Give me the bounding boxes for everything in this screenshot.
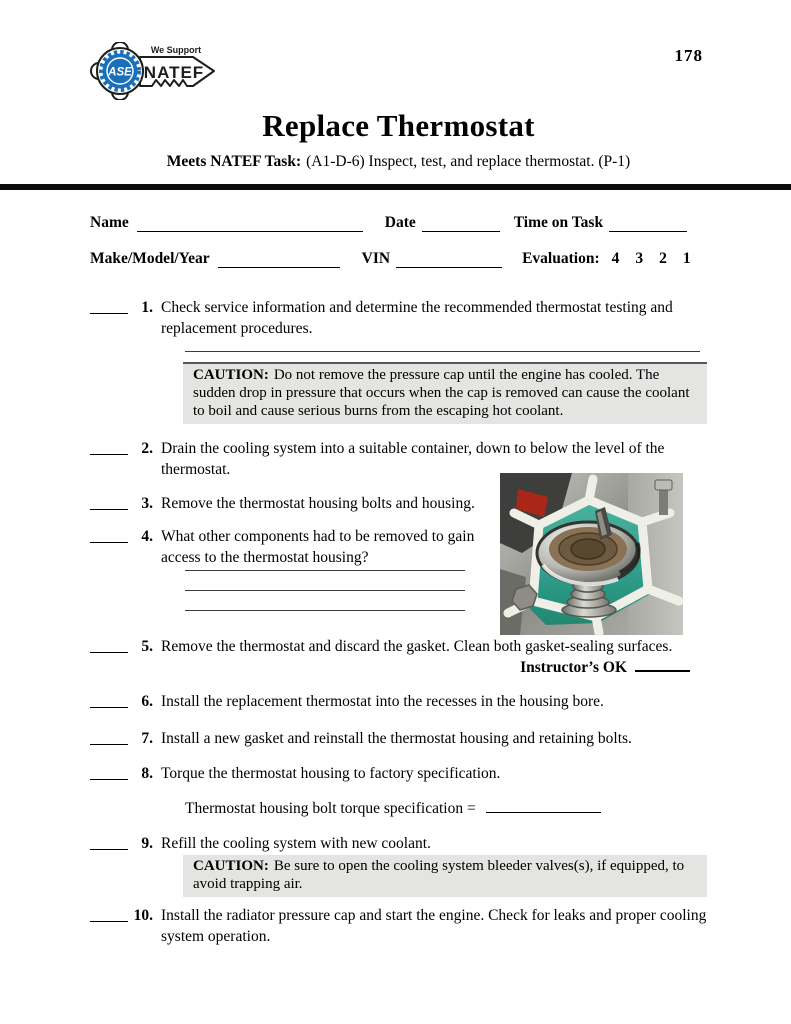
vin-blank-line [396,253,502,268]
page-title: Replace Thermostat [262,108,535,143]
step-4-check-blank [90,526,128,543]
logo-tagline: We Support [150,45,202,55]
step-6-number: 6. [141,693,153,710]
step-6 [90,691,707,712]
make-model-year-blank-line [218,253,340,268]
evaluation-score-3: 3 [635,250,644,267]
divider-rule [0,184,791,190]
ase-gear-label: ASE [108,66,132,79]
step-10-number: 10. [133,907,153,924]
step-9 [90,833,707,854]
step-4-answer-line-3 [185,591,465,611]
step-3-text: Remove the thermostat housing bolts and housing. [161,495,475,512]
step-1 [90,297,707,339]
step-7 [90,728,707,749]
step-4-text: What other components had to be removed to gain access to the thermostat housing? [161,528,475,566]
evaluation-score-2: 2 [659,250,667,267]
form-row-vehicle [90,250,707,268]
step-4-number: 4. [141,528,153,545]
instructor-ok-label: Instructor’s OK [520,659,627,676]
step-3-number: 3. [141,495,153,512]
step-5-check-blank [90,636,128,653]
caution-label: CAUTION: [193,367,269,383]
evaluation-score-4: 4 [611,250,620,267]
task-label: Meets NATEF Task: [166,153,302,170]
step-1-answer-line [185,343,700,352]
step-9-text: Refill the cooling system with new coolant. [161,835,431,852]
vin-label: VIN [361,250,391,267]
step-10-text: Install the radiator pressure cap and start the engine. Check for leaks and proper cooling system operation. [161,907,707,945]
step-8-check-blank [90,763,128,780]
torque-spec-row [185,798,707,819]
evaluation-score-1: 1 [682,250,691,267]
step-2-number: 2. [141,440,153,457]
torque-spec-blank-line [486,798,601,813]
caution-text: Do not remove the pressure cap until the engine has cooled. The sudden drop in pressure that occurs when the cap is removed can cause the coolant to boil and cause serious burns from the escaping hot coolant. [193,367,690,419]
make-model-year-label: Make/Model/Year [90,250,210,267]
instructor-ok-blank-line [635,657,690,672]
torque-spec-label: Thermostat housing bolt torque specification = [185,800,476,817]
step-4-answer-line-2 [185,571,465,591]
step-7-check-blank [90,728,128,745]
caution-label: CAUTION: [193,858,269,874]
step-1-text: Check service information and determine the recommended thermostat testing and replacement procedures. [161,299,673,337]
step-2-text: Drain the cooling system into a suitable container, down to below the level of the thermostat. [161,440,665,478]
step-1-number: 1. [141,299,153,316]
logo-name: NATEF [143,63,205,82]
caution-box-bleeder-valves [183,855,707,897]
step-6-check-blank [90,691,128,708]
step-5-number: 5. [141,638,153,655]
step-6-text: Install the replacement thermostat into the recesses in the housing bore. [161,693,604,710]
task-text: (A1-D-6) Inspect, test, and replace thermostat. (P-1) [306,153,631,170]
caution-text: Be sure to open the cooling system bleeder valves(s), if equipped, to avoid trapping air. [193,858,685,892]
step-1-check-blank [90,297,128,314]
time-on-task-blank-line [609,217,687,232]
step-5 [90,636,707,657]
natef-task-line [90,153,707,171]
step-3-check-blank [90,493,128,510]
date-blank-line [422,217,500,232]
time-on-task-label: Time on Task [513,214,604,231]
name-blank-line [137,217,363,232]
name-label: Name [90,214,129,231]
page-header [90,0,707,100]
page-number: 178 [674,46,703,65]
step-10-check-blank [90,905,128,922]
form-row-name [90,214,707,232]
caution-box-pressure-cap [183,362,707,424]
date-label: Date [384,214,416,231]
step-2-check-blank [90,438,128,455]
step-9-number: 9. [141,835,153,852]
instructor-ok-row [90,657,690,678]
evaluation-label: Evaluation: [522,250,600,267]
step-10 [90,905,707,947]
step-8 [90,763,707,784]
step-8-text: Torque the thermostat housing to factory specification. [161,765,501,782]
step-7-text: Install a new gasket and reinstall the thermostat housing and retaining bolts. [161,730,632,747]
step-8-number: 8. [141,765,153,782]
step-7-number: 7. [141,730,153,747]
natef-logo-icon [90,42,222,100]
thermostat-photo [500,473,683,635]
step-9-check-blank [90,833,128,850]
step-5-text: Remove the thermostat and discard the gasket. Clean both gasket-sealing surfaces. [161,638,673,655]
